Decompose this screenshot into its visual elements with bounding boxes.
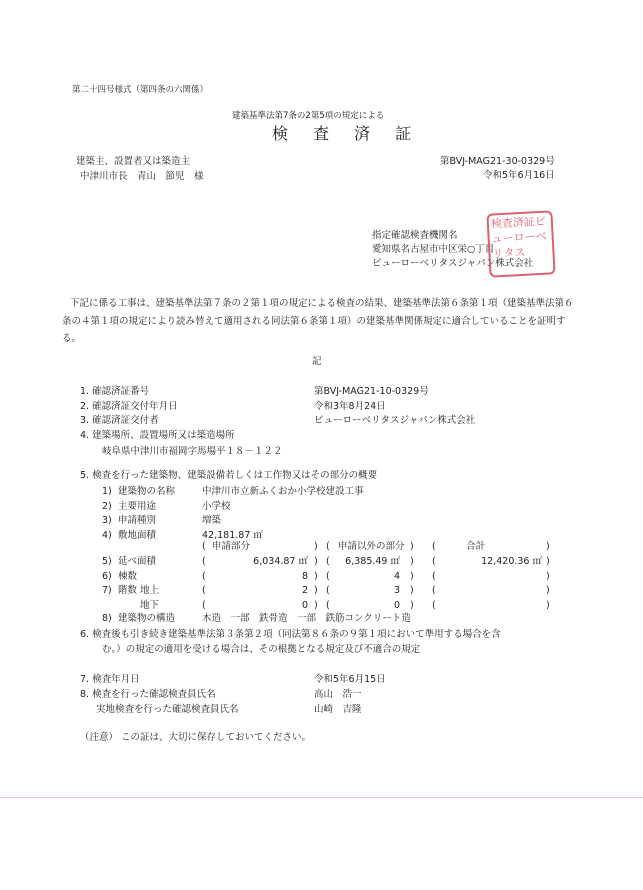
item8b-label: 実地検査を行った確認検査員氏名 [96,704,239,715]
agency-name: ビューローベリタスジャパン株式会社 [372,258,534,269]
paren: ) [546,541,550,552]
paren: ( [326,541,330,552]
paren: ) [314,585,318,596]
sub-item-label: 建築物の名称 [118,486,176,497]
row-applied: 6,034.87 ㎡ [253,556,308,567]
paren: ( [326,585,330,596]
item-value: 第BVJ-MAG21-10-0329号 [314,386,429,397]
note: （注意） この証は、大切に保存しておいてください。 [80,732,312,743]
item7-label: 7. 検査年月日 [80,674,140,685]
paren: ) [410,585,414,596]
paren: ( [202,585,206,596]
row-label: 地下 [140,599,160,611]
basis-line: 建築基準法第7条の2第5項の規定による [232,111,385,121]
paren: ) [314,556,318,567]
sub-item-value: 中津川市立新ふくおか小学校建設工事 [202,486,364,497]
form-label: 第二十四号様式（第四条の六関係） [72,85,209,95]
item7-value: 令和5年6月15日 [314,674,386,685]
paren: ( [202,556,206,567]
structure-label: 建築物の構造 [118,613,176,624]
body-text: 下記に係る工事は、建築基準法第７条の２第１項の規定による検査の結果、建築基準法第６条第１項（建築基準法第６条の４第１項の規定により読み替えて適用される同法第６条第１項）の建築基準関係規定に適合していることを証明する。 [62,298,574,344]
row-label: 延べ面積 [118,556,157,567]
row-total: 12,420.36 ㎡ [481,556,542,567]
sub-item-no: 1) [102,486,112,497]
item8-value: 高山 浩一 [314,689,362,700]
paren: ( [432,585,436,596]
paren: ( [432,599,436,611]
row-label: 階数 地上 [118,585,160,596]
bottom-divider [0,797,643,798]
sub-item-label: 敷地面積 [118,529,157,541]
item6-line2: む。）の規定の適用を受ける場合は、その根拠となる規定及び不適合の規定 [102,644,421,655]
paren: ( [202,599,206,611]
paren: ) [410,570,414,582]
paren: ( [432,541,436,552]
paren: ) [314,570,318,582]
agency-seal: 検査済証ビューローベリタス [486,210,555,277]
issue-date: 令和5年6月16日 [483,170,555,181]
item8b-value: 山崎 吉隆 [314,704,362,715]
paren: ) [546,556,550,567]
row-applied: 2 [301,585,308,596]
agency-address: 愛知県名古屋市中区栄○丁目 [372,244,495,255]
paren: ) [410,556,414,567]
sub-item-label: 主要用途 [118,500,157,512]
page-title: 検 査 済 証 [272,124,422,143]
row-no: 5) [102,556,112,567]
sub-item-value: 42,181.87 ㎡ [202,529,263,541]
paren: ( [202,570,206,582]
item6-line1: 6. 検査後も引き続き建築基準法第３条第２項（同法第８６条の９第１項において準用する場合を含 [80,629,501,640]
paren: ( [432,556,436,567]
ki-marker: 記 [312,356,322,367]
row-applied: 8 [301,570,308,582]
paren: ) [314,541,318,552]
paren: ) [546,599,550,611]
area-header-applied: 申請部分 [212,541,251,552]
paren: ( [326,599,330,611]
structure-no: 8) [102,613,112,624]
paren: ) [546,570,550,582]
sub-item-label: 申請種別 [118,515,157,526]
row-other: 3 [393,585,400,596]
paren: ) [546,585,550,596]
row-label: 棟数 [118,570,138,582]
owner-label: 建築主、設置者又は築造主 [76,156,191,167]
paren: ( [326,570,330,582]
row-other: 6,385.49 ㎡ [345,556,400,567]
row-other: 4 [393,570,400,582]
sub-item-no: 2) [102,500,112,512]
item-value: ビューローベリタスジャパン株式会社 [314,415,476,426]
row-other: 0 [393,599,400,611]
owner-name: 中津川市長 青山 節児 様 [80,171,204,182]
row-no: 6) [102,570,112,582]
paren: ) [314,599,318,611]
sub-item-value: 増築 [202,515,222,526]
sub-item-value: 小学校 [202,500,231,512]
item-label: 2. 確認済証交付年月日 [80,400,178,412]
paren: ) [410,599,414,611]
item8-label: 8. 検査を行った確認検査員氏名 [80,689,216,700]
item-label: 4. 建築場所、設置場所又は築造場所 [80,429,235,441]
paren: ( [326,556,330,567]
area-header-total: 合計 [466,541,486,552]
row-applied: 0 [301,599,308,611]
location: 岐阜県中津川市福岡字馬場平１８－１２２ [102,446,283,457]
item5-label: 5. 検査を行った建築物、建築設備若しくは工作物又はその部分の概要 [80,470,378,481]
area-header-other: 申請以外の部分 [338,541,405,552]
item-label: 1. 確認済証番号 [80,386,150,397]
sub-item-no: 4) [102,529,112,541]
structure-value: 木造 一部 鉄骨造 一部 鉄筋コンクリート造 [202,613,411,624]
item-label: 3. 確認済証交付者 [80,415,159,426]
item-value: 令和3年8月24日 [314,400,386,412]
cert-number: 第BVJ-MAG21-30-0329号 [440,156,555,167]
sub-item-no: 3) [102,515,112,526]
row-no: 7) [102,585,112,596]
paren: ) [410,541,414,552]
paren: ( [432,570,436,582]
paren: ( [202,541,206,552]
agency-label: 指定確認検査機関名 [372,230,458,241]
